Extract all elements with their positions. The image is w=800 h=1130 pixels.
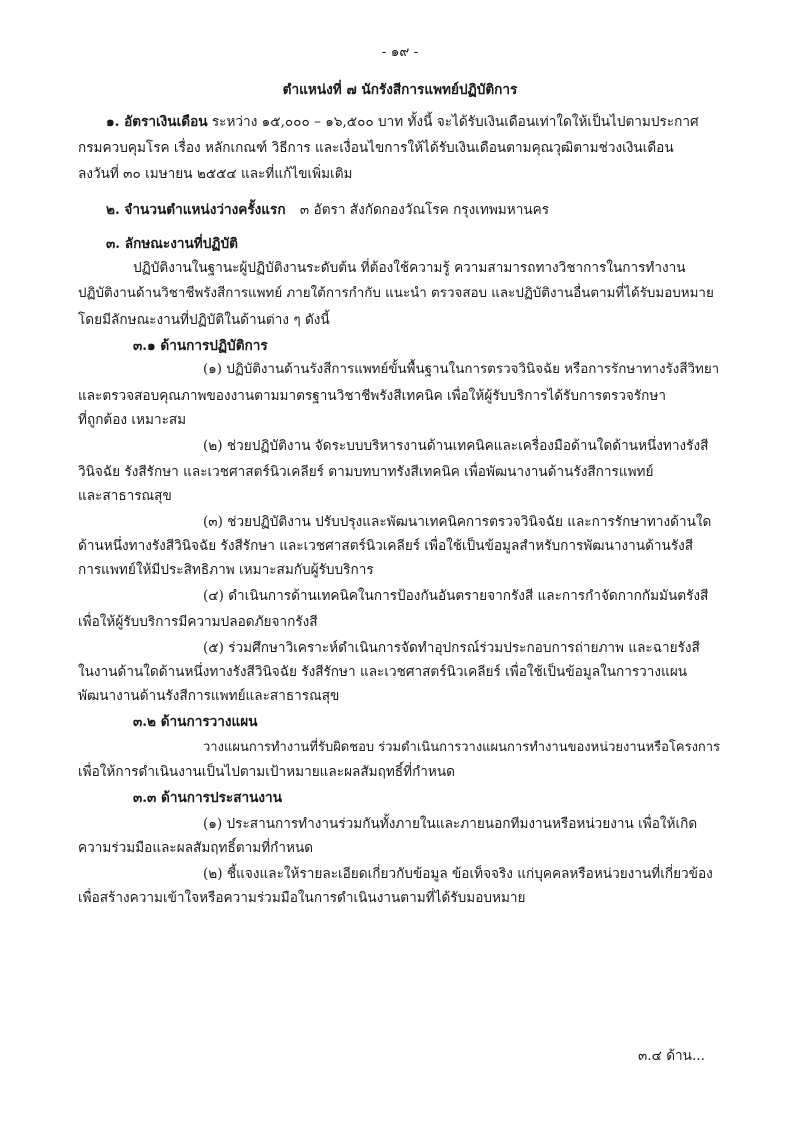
section-1-line: กรมควบคุมโรค เรื่อง หลักเกณฑ์ วิธีการ และเงื่อนไขการให้ได้รับเงินเดือนตามคุณวุฒิตามช่วงเงินเดือน <box>78 140 674 156</box>
page-number: - ๑๙ - <box>381 44 419 60</box>
subsection-3-1-heading: ๓.๑ ด้านการปฏิบัติการ <box>133 338 268 354</box>
list-item: (๑) ปฏิบัติงานด้านรังสีการแพทย์ขั้นพื้นฐานในการตรวจวินิจฉัย หรือการรักษาทางรังสีวิทยา <box>203 362 720 377</box>
section-2-text: ๓ อัตรา สังกัดกองวัณโรค กรุงเทพมหานคร <box>299 202 550 218</box>
list-item: (๒) ชี้แจงและให้รายละเอียดเกี่ยวกับข้อมูล ข้อเท็จจริง แก่บุคคลหรือหน่วยงานที่เกี่ยวข้อง <box>203 866 713 882</box>
section-2 <box>106 200 549 220</box>
list-item: พัฒนางานด้านรังสีการแพทย์และสาธารณสุข <box>78 688 340 704</box>
subsection-3-3-heading: ๓.๓ ด้านการประสานงาน <box>133 790 282 806</box>
list-item: (๑) ประสานการทำงานร่วมกันทั้งภายในและภายนอกทีมงานหรือหน่วยงาน เพื่อให้เกิด <box>203 816 698 832</box>
list-item: ที่ถูกต้อง เหมาะสม <box>78 412 187 428</box>
section-1-heading: ๑. อัตราเงินเดือน <box>106 114 208 130</box>
position-title: ตำแหน่งที่ ๗ นักรังสีการแพทย์ปฏิบัติการ <box>282 82 518 98</box>
section-1 <box>106 112 699 132</box>
list-item: (๓) ช่วยปฏิบัติงาน ปรับปรุงและพัฒนาเทคนิคการตรวจวินิจฉัย และการรักษาทางด้านใด <box>203 514 712 530</box>
list-item: เพื่อให้ผู้รับบริการมีความปลอดภัยจากรังสี <box>78 614 318 630</box>
list-item: และสาธารณสุข <box>78 488 172 504</box>
section-2-heading: ๒. จำนวนตำแหน่งว่างครั้งแรก <box>106 202 286 218</box>
list-item: (๒) ช่วยปฏิบัติงาน จัดระบบบริหารงานด้านเทคนิคและเครื่องมือด้านใดด้านหนึ่งทางรังสี <box>203 438 709 454</box>
list-item: ด้านหนึ่งทางรังสีวินิจฉัย รังสีรักษา และเวชศาสตร์นิวเคลียร์ เพื่อใช้เป็นข้อมูลสำหรับการพัฒนางานด้านรังสี <box>78 538 694 554</box>
section-3-heading: ๓. ลักษณะงานที่ปฏิบัติ <box>106 236 238 252</box>
continuation-marker: ๓.๔ ด้าน... <box>638 1048 705 1064</box>
section-3-intro: ปฏิบัติงานในฐานะผู้ปฏิบัติงานระดับต้น ที่ต้องใช้ความรู้ ความสามารถทางวิชาการในการทำงาน <box>133 260 686 276</box>
section-3-intro: โดยมีลักษณะงานที่ปฏิบัติในด้านต่าง ๆ ดังนี้ <box>78 312 330 328</box>
subsection-3-2-heading: ๓.๒ ด้านการวางแผน <box>133 714 258 730</box>
section-3-intro: ปฏิบัติงานด้านวิชาชีพรังสีการแพทย์ ภายใต้การกำกับ แนะนำ ตรวจสอบ และปฏิบัติงานอื่นตามที่ได้รับมอบหมาย <box>78 286 714 301</box>
list-item: (๕) ร่วมศึกษาวิเคราะห์ดำเนินการจัดทำอุปกรณ์ร่วมประกอบการถ่ายภาพ และฉายรังสี <box>203 640 700 656</box>
list-item: การแพทย์ให้มีประสิทธิภาพ เหมาะสมกับผู้รับบริการ <box>78 562 374 578</box>
list-item: (๔) ดำเนินการด้านเทคนิคในการป้องกันอันตรายจากรังสี และการกำจัดกากกัมมันตรังสี <box>203 588 709 604</box>
list-item: วินิจฉัย รังสีรักษา และเวชศาสตร์นิวเคลียร์ ตามบทบาทรังสีเทคนิค เพื่อพัฒนางานด้านรังสีการแพทย์ <box>78 464 654 480</box>
list-item: เพื่อสร้างความเข้าใจหรือความร่วมมือในการดำเนินงานตามที่ได้รับมอบหมาย <box>78 890 526 906</box>
section-1-text: ระหว่าง ๑๕,๐๐๐ – ๑๖,๕๐๐ บาท ทั้งนี้ จะได้รับเงินเดือนเท่าใดให้เป็นไปตามประกาศ <box>211 114 699 130</box>
list-item: เพื่อให้การดำเนินงานเป็นไปตามเป้าหมายและผลสัมฤทธิ์ที่กำหนด <box>78 764 456 780</box>
list-item: วางแผนการทำงานที่รับผิดชอบ ร่วมดำเนินการวางแผนการทำงานของหน่วยงานหรือโครงการ <box>203 740 721 755</box>
list-item: ความร่วมมือและผลสัมฤทธิ์ตามที่กำหนด <box>78 840 314 856</box>
list-item: ในงานด้านใดด้านหนึ่งทางรังสีวินิจฉัย รังสีรักษา และเวชศาสตร์นิวเคลียร์ เพื่อใช้เป็นข้อมูลในการวางแผน <box>78 664 688 680</box>
section-1-line: ลงวันที่ ๓๐ เมษายน ๒๕๕๔ และที่แก้ไขเพิ่มเติม <box>78 166 353 182</box>
list-item: และตรวจสอบคุณภาพของงานตามมาตรฐานวิชาชีพรังสีเทคนิค เพื่อให้ผู้รับบริการได้รับการตรวจรักษา <box>78 388 666 404</box>
